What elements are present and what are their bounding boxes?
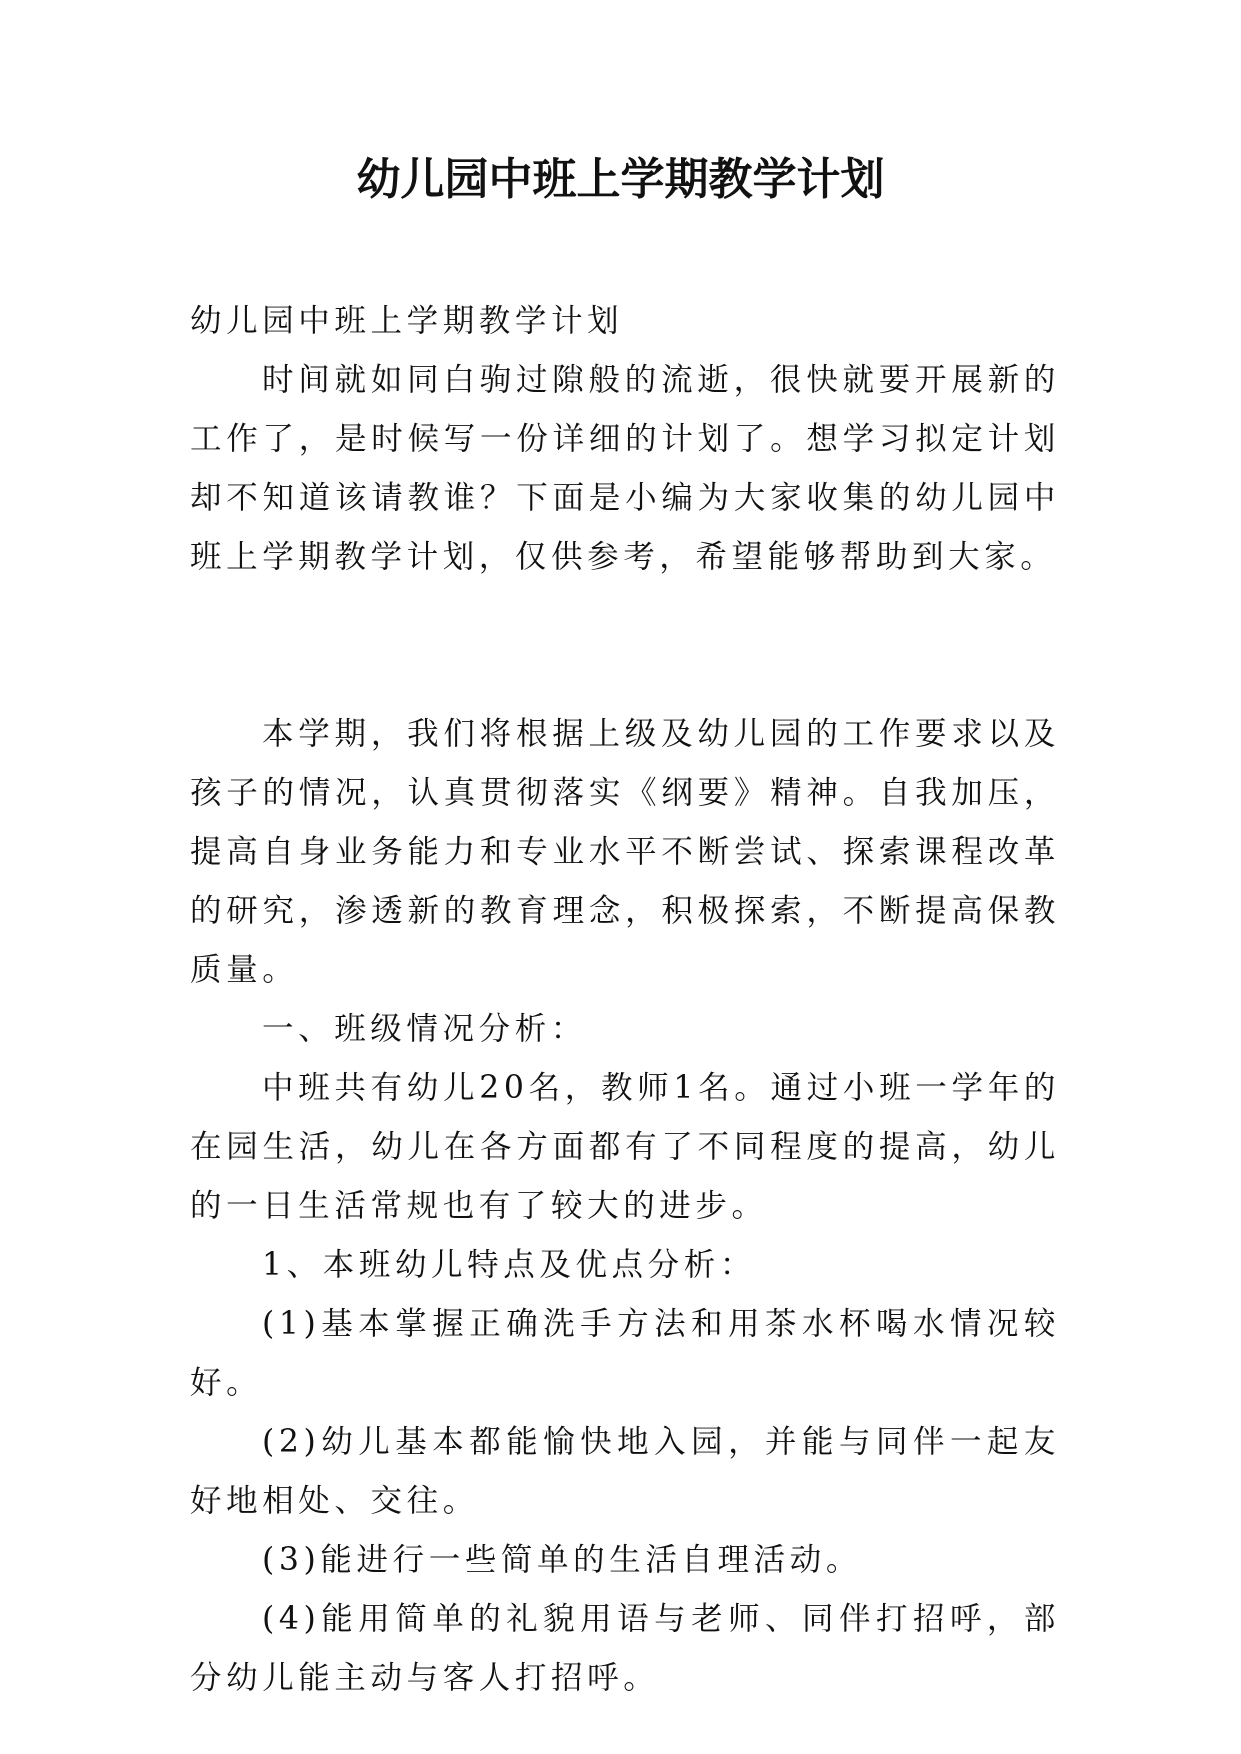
intro-paragraph: 时间就如同白驹过隙般的流逝，很快就要开展新的工作了，是时候写一份详细的计划了。想学习拟定计划却不知道该请教谁？下面是小编为大家收集的幼儿园中班上学期教学计划，仅供参考，希望能够帮助到大家。 — [190, 362, 1060, 575]
list-item: (1)基本掌握正确洗手方法和用茶水杯喝水情况较好。 — [190, 1306, 1060, 1401]
subsection-heading: 1、本班幼儿特点及优点分析： — [262, 1247, 756, 1283]
subtitle-paragraph: 幼儿园中班上学期教学计划 — [190, 303, 624, 339]
list-item: (3)能进行一些简单的生活自理活动。 — [262, 1542, 862, 1578]
class-paragraph: 中班共有幼儿20名，教师1名。通过小班一学年的在园生活，幼儿在各方面都有了不同程度的提高，幼儿的一日生活常规也有了较大的进步。 — [190, 1070, 1060, 1224]
list-item: (2)幼儿基本都能愉快地入园，并能与同伴一起友好地相处、交往。 — [190, 1424, 1060, 1519]
section-heading: 一、班级情况分析： — [262, 1011, 587, 1047]
document-title: 幼儿园中班上学期教学计划 — [356, 154, 885, 205]
semester-paragraph: 本学期，我们将根据上级及幼儿园的工作要求以及孩子的情况，认真贯彻落实《纲要》精神。自我加压，提高自身业务能力和专业水平不断尝试、探索课程改革的研究，渗透新的教育理念，积极探索，不断提高保教质量。 — [190, 716, 1060, 988]
list-item: (4)能用简单的礼貌用语与老师、同伴打招呼，部分幼儿能主动与客人打招呼。 — [190, 1601, 1060, 1696]
document-body — [190, 292, 1060, 1708]
paragraph-gap — [190, 587, 1060, 705]
